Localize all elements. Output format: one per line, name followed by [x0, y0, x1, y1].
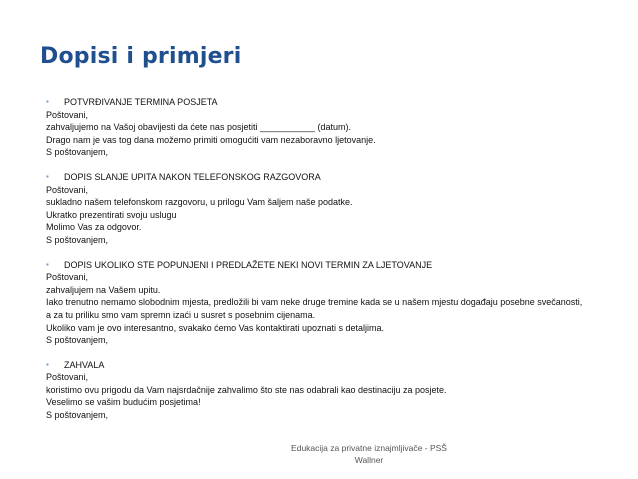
section-heading	[46, 171, 626, 184]
letter-section	[46, 259, 626, 347]
letter-line: Ukoliko vam je ovo interesantno, svakako ćemo Vas kontaktirati upoznati s detaljima.	[46, 322, 384, 333]
letter-line: Drago nam je vas tog dana možemo primiti omogućiti vam nezaboravno ljetovanje.	[46, 134, 376, 145]
letter-section	[46, 96, 626, 159]
letter-line: a za tu priliku smo vam spremn izaći u susret s posebnim cijenama.	[46, 309, 316, 320]
bullet-icon: ▪	[46, 97, 49, 106]
letter-line: zahvaljujemo na Vašoj obavijesti da ćete nas posjetiti ___________ (datum).	[46, 122, 352, 133]
bullet-icon: ▪	[46, 259, 49, 269]
section-heading-text: DOPIS UKOLIKO STE POPUNJENI I PREDLAŽETE NEKI NOVI TERMIN ZA LJETOVANJE	[64, 259, 433, 270]
letter-line: Poštovani,	[46, 109, 89, 120]
letter-line: Poštovani,	[46, 184, 89, 195]
section-heading-text: DOPIS SLANJE UPITA NAKON TELEFONSKOG RAZGOVORA	[64, 171, 321, 182]
bullet-icon: ▪	[46, 171, 49, 181]
letter-line: Ukratko prezentirati svoju uslugu	[46, 209, 177, 220]
letter-line: koristimo ovu prigodu da Vam najsrdačnije zahvalimo što ste nas odabrali kao destinaciju za posjete.	[46, 384, 447, 395]
letters-content	[46, 96, 626, 434]
letter-line: Molimo Vas za odgovor.	[46, 222, 142, 233]
section-heading-text: ZAHVALA	[64, 359, 105, 370]
section-heading	[46, 259, 626, 272]
page-title: Dopisi i primjeri	[40, 44, 242, 69]
letter-line: sukladno našem telefonskom razgovoru, u prilogu Vam šaljem naše podatke.	[46, 197, 353, 208]
letter-line: S poštovanjem,	[46, 335, 109, 346]
footer-line-2: Wallner	[354, 455, 384, 465]
bullet-icon: ▪	[46, 359, 49, 369]
letter-line: Poštovani,	[46, 272, 89, 283]
letter-line: zahvaljujem na Vašem upitu.	[46, 284, 161, 295]
letter-line: S poštovanjem,	[46, 234, 109, 245]
section-heading-text: POTVRĐIVANJE TERMINA POSJETA	[64, 97, 218, 107]
letter-section	[46, 171, 626, 247]
letter-line: Iako trenutno nemamo slobodnim mjesta, predložili bi vam neke druge tremine kada se u našem mjestu događaju posebne svečanosti,	[46, 297, 583, 308]
section-heading	[46, 96, 626, 109]
letter-section	[46, 359, 626, 422]
letter-line: S poštovanjem,	[46, 410, 109, 421]
footer-line-1: Edukacija za privatne iznajmljivače - PSŠ	[291, 443, 447, 453]
section-heading	[46, 359, 626, 372]
letter-line: S poštovanjem,	[46, 147, 109, 158]
letter-line: Veselimo se vašim budućim posjetima!	[46, 397, 201, 408]
letter-line: Poštovani,	[46, 372, 89, 383]
slide-footer	[0, 442, 638, 466]
